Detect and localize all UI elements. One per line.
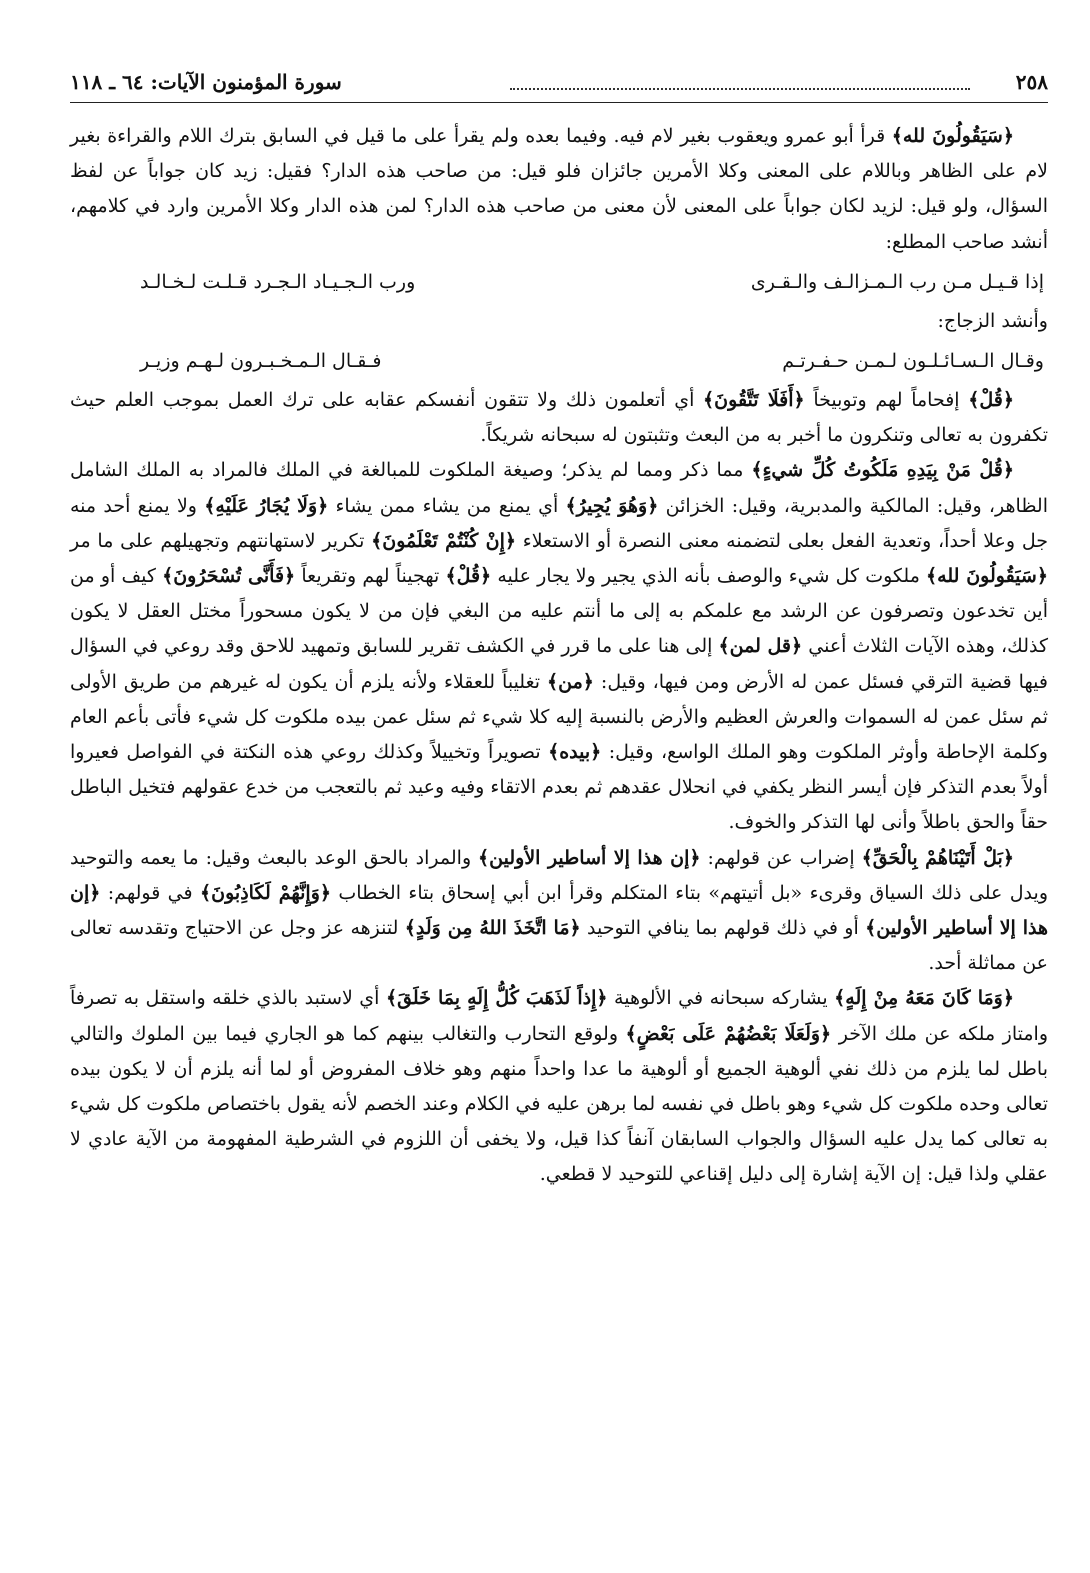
text-run: ولوقع التحارب والتغالب بينهم كما هو الجاري فيما بين الملوك والتالي باطل لما يلزم من ذلك نفي ألوهية الجميع أو ألوهية ما عدا واحداً منهم وهو خلاف المفروض أو لما أنه يلزم أن لا يكون بيده تعالى وحده ملكوت كل شيء وهو باطل في نفسه لما برهن عليه في الكلام وعند الخصم لأنه يقول باختصاص ملكوت كل شيء به تعالى كما يدل عليه السؤال والجواب السابقان آنفاً كذا قيل، ولا يخفى أن اللزوم في الشرطية المفهومة من الآية عادي لا عقلي ولذا قيل: إن الآية إشارة إلى دليل إقناعي للتوحيد لا قطعي. — [70, 1022, 1049, 1186]
text-run: أي أتعلمون ذلك ولا تتقون أنفسكم عقابه على ترك العمل بموجب العلم حيث تكفرون به تعالى وتنكرون ما أخبر به من البعث وتثبتون له سبحانه شريكاً. — [70, 389, 1048, 447]
text-run: مما ذكر ومما لم يذكر؛ وصيغة الملكوت للمبالغة في الملك فالمراد به الملك الشامل الظاهر، وقيل: المالكية والمدبرية، وقيل: الخزائن — [70, 459, 1048, 517]
text-run: يشاركه سبحانه في الألوهية — [607, 987, 835, 1010]
quran-quote: ﴿بيده﴾ — [548, 741, 602, 764]
quran-quote: ﴿من﴾ — [547, 670, 594, 693]
text-run: ملكوت كل شيء والوصف بأنه الذي يجير ولا يجار عليه — [491, 565, 927, 588]
text-run: تكرير لاستهانتهم وتجهيلهم على ما مر — [70, 529, 372, 552]
text-run: لتنزهه عز وجل عن الاحتياج وتقدسه تعالى عن مماثلة أحد. — [70, 917, 1048, 975]
text-run: تهجيناً لهم وتقريعاً — [295, 565, 446, 588]
quran-quote: ﴿وَإِنَّهُمْ لَكَاذِبُونَ﴾ — [200, 881, 331, 904]
quran-quote: ﴿قل لمن﴾ — [718, 635, 803, 658]
quran-quote: ﴿قُلْ مَنْ بِيَدِهِ مَلَكُوتُ كُلِّ شيءٍ﴾ — [751, 459, 1014, 482]
commentary-text — [70, 119, 1048, 1193]
text-run: والمراد بالحق الوعد بالبعث وقيل: ما يعمه والتوحيد ويدل على ذلك السياق وقرىء «بل أتيتهم» بتاء المتكلم وقرأ ابن أبي إسحاق بتاء الخطاب — [70, 846, 1048, 904]
text-run: أي يمنع من يشاء ممن يشاء — [328, 494, 566, 517]
text-run: قرأ أبو عمرو ويعقوب بغير لام فيه. وفيما بعده ولم يقرأ على ما قيل في السابق بترك اللام والقراءة بغير لام على الظاهر وباللام على المعنى وكلا الأمرين جائزان فلو قيل: من صاحب هذه الدار؟ فقيل: زيد كان جواباً عن لفظ السؤال، ولو قيل: لزيد لكان جواباً على المعنى لأن معنى من صاحب هذه الدار؟ لمن هذه الدار وكلا الأمرين وارد في كلامهم، أنشد صاحب المطلع: — [70, 125, 1048, 253]
quran-quote: ﴿إِنْ كُنْتُمْ تَعْلَمُونَ﴾ — [371, 529, 516, 552]
quran-quote: ﴿إن هذا إلا أساطير الأولين﴾ — [478, 846, 701, 869]
paragraph-group-2 — [70, 383, 1048, 1193]
paragraph — [70, 383, 1048, 453]
zajjaj-line: وأنشد الزجاج: — [937, 309, 1048, 332]
verse-1-first-hemistich: إذا قـيـل مـن رب الـمـزالـف والـقـرى — [750, 270, 1044, 293]
header-leader-dots — [510, 88, 970, 90]
page-number: ٢٥٨ — [1015, 70, 1048, 94]
paragraph — [70, 841, 1048, 982]
paragraph — [70, 119, 1048, 260]
paragraph — [70, 981, 1048, 1192]
quran-quote: ﴿فَأَنَّى تُسْحَرُونَ﴾ — [162, 565, 296, 588]
text-run: كيف أو من أين تخدعون وتصرفون عن الرشد مع علمكم به إلى ما أنتم عليه من البغي فإن من لا يكون مسحوراً مختل العقل لا يكون كذلك، وهذه الآيات الثلاث أعني — [70, 565, 1049, 658]
page — [70, 62, 1048, 1193]
text-run: إفحاماً لهم وتوبيخاً — [804, 389, 969, 412]
paragraph — [70, 453, 1048, 840]
verse-1-second-hemistich: ورب الـجـيـاد الـجـرد قـلـت لـخـالـد — [140, 270, 416, 293]
verse-2-second-hemistich: فـقـال الـمـخـبـرون لـهـم وزيـر — [140, 350, 382, 373]
verse-2 — [70, 339, 1048, 383]
quran-quote: ﴿إن هذا إلا أساطير الأولين﴾ — [70, 881, 1049, 940]
text-run: تصويراً وتخييلاً وكذلك روعي هذه النكتة في الفواصل فعيروا أولاً بعدم التذكر فإن أيسر النظر يكفي في انحلال عقدهم ثم بعدم الاتقاء وفيه وعيد ثم بالتعجب من خدع عقولهم فتخيل الباطل حقاً والحق باطلاً وأنى لها التذكر والخوف. — [70, 741, 1048, 834]
quran-quote: ﴿وَلَا يُجَارُ عَلَيْهِ﴾ — [204, 494, 329, 517]
quran-quote: ﴿وَلَعَلَا بَعْضُهُمْ عَلَى بَعْضٍ﴾ — [625, 1022, 832, 1045]
verse-1 — [70, 260, 1048, 304]
running-header — [70, 62, 1048, 103]
quran-quote: ﴿وَهُوَ يُجِيرُ﴾ — [565, 494, 659, 517]
text-run: ولا يمنع أحد منه جل وعلا أحداً، وتعدية الفعل بعلى لتضمنه معنى النصرة أو الاستعلاء — [70, 494, 1048, 552]
running-title: سورة المؤمنون الآيات: ٦٤ ـ ١١٨ — [70, 70, 342, 94]
quran-quote: ﴿سَيَقُولُونَ لله﴾ — [926, 565, 1048, 588]
quran-quote: ﴿سَيَقُولُونَ لله﴾ — [891, 125, 1014, 147]
verse-2-first-hemistich: وقـال الـسـائـلـون لـمـن حـفـرتـم — [782, 350, 1044, 373]
quran-quote: ﴿قُلْ﴾ — [968, 389, 1014, 412]
text-run: في قولهم: — [100, 881, 201, 904]
text-run: تغليباً للعقلاء ولأنه يلزم أن يكون له غيرهم من طريق الأولى ثم سئل عمن له السموات والعرش العظيم والأرض بالنسبة إليه كلا شيء ثم سئل عمن بيده ملكوت كل شيء فأتى بأعم العام وكلمة الإحاطة وأوثر الملكوت وهو الملك الواسع، وقيل: — [70, 670, 1048, 764]
quran-quote: ﴿مَا اتَّخَذَ اللهُ مِن وَلَدٍ﴾ — [404, 917, 581, 940]
text-run: أو في ذلك قولهم بما ينافي التوحيد — [580, 917, 866, 940]
quran-quote: ﴿قُلْ﴾ — [445, 565, 492, 588]
text-run: إضراب عن قولهم: — [700, 846, 862, 869]
paragraph-group-1 — [70, 119, 1048, 260]
quran-quote: ﴿وَمَا كَانَ مَعَهُ مِنْ إِلَهٍ﴾ — [834, 987, 1014, 1010]
quran-quote: ﴿بَلْ أَتَيْنَاهُمْ بِالْحَقِّ﴾ — [861, 846, 1014, 869]
text-run: إلى هنا على ما قرر في الكشف تقرير للسابق وتمهيد للاحق وقد روعي في السؤال فيها قضية الترقي فسئل عمن له الأرض ومن فيها، وقيل: — [70, 635, 1048, 693]
quran-quote: ﴿أَفَلَا تَتَّقُونَ﴾ — [703, 389, 805, 412]
text-run: أي لاستبد بالذي خلقه واستقل به تصرفاً وامتاز ملكه عن ملك الآخر — [70, 987, 1049, 1045]
quran-quote: ﴿إِذاً لَذَهَبَ كُلُّ إِلَهٍ بِمَا خَلَقَ﴾ — [385, 987, 608, 1010]
